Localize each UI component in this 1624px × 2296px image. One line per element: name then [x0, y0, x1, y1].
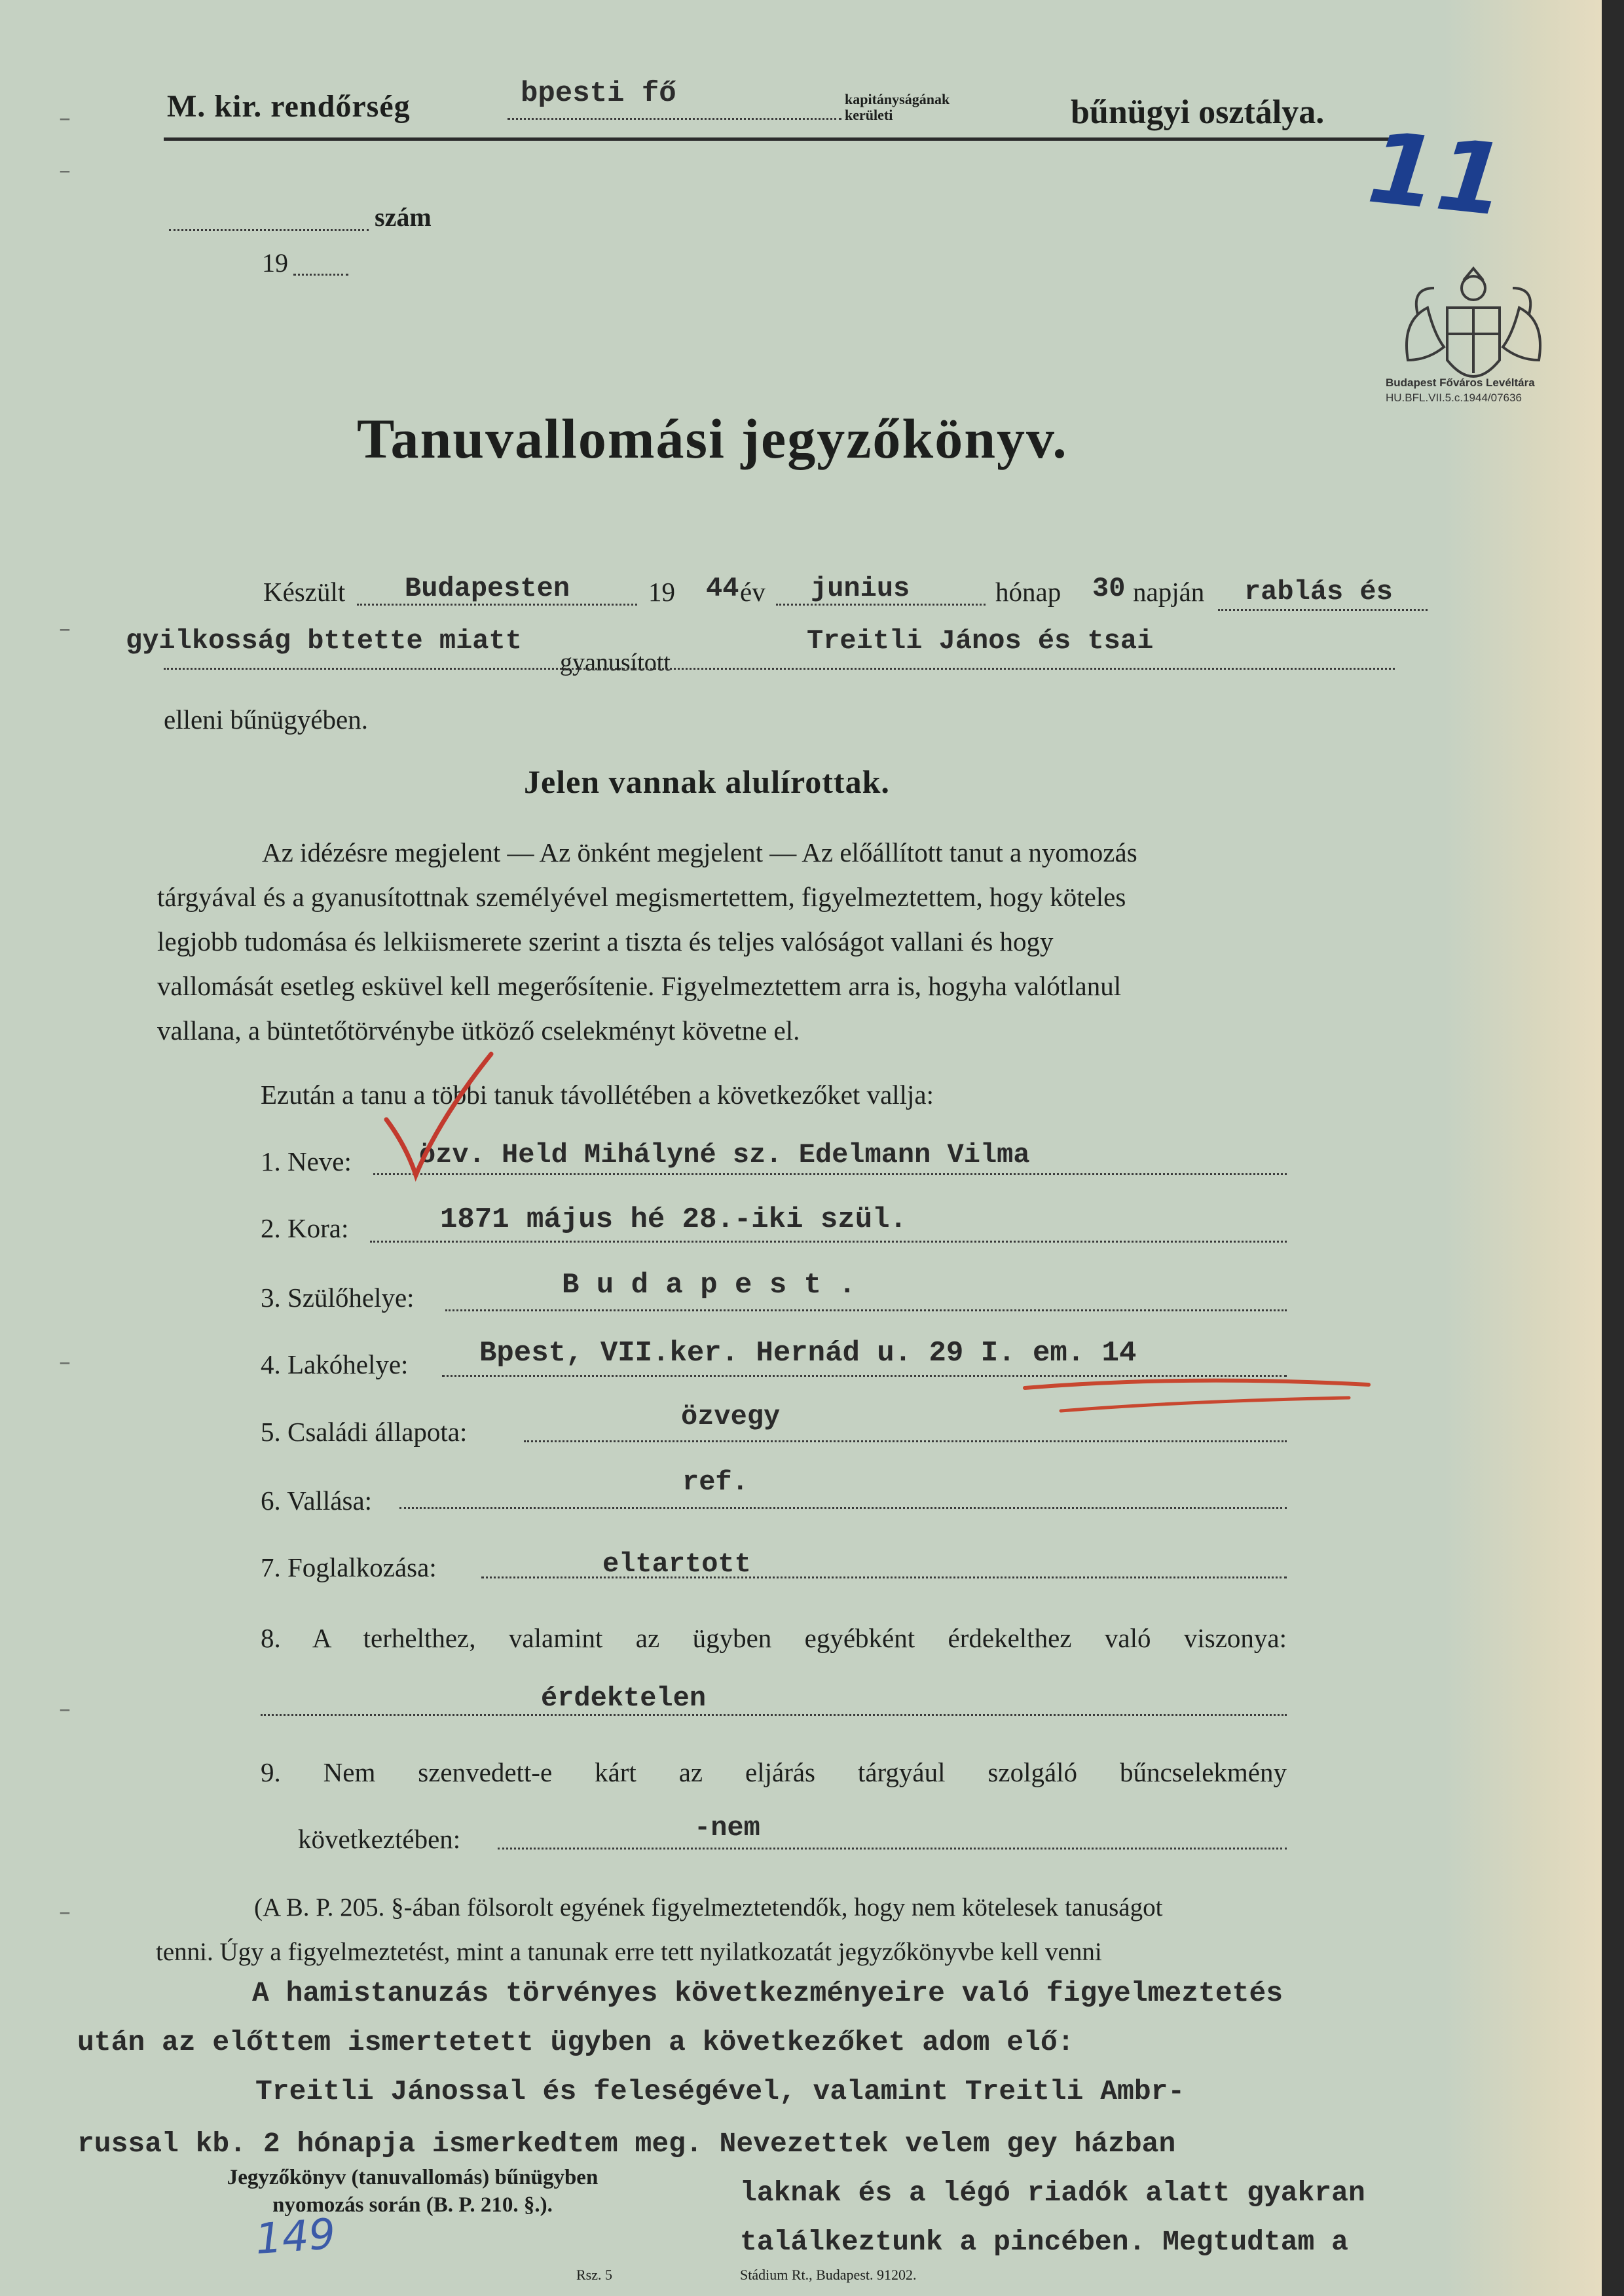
form-footer [151, 2164, 674, 2219]
field-8-label: 8. A terhelthez, valamint az ügyben egyébként érdekelthez való viszonya: [261, 1623, 1287, 1653]
archive-coat-of-arms-icon [1388, 262, 1559, 412]
field-1-label: 1. Neve: [261, 1146, 352, 1176]
field-3-value: B u d a p e s t . [562, 1269, 856, 1302]
field-1-line [373, 1173, 1287, 1175]
statement-line-2: után az előttem ismertetett ügyben a következőket adom elő: [77, 2026, 1075, 2058]
statement-line-3: Treitli Jánossal és feleségével, valamint Treitli Ambr- [255, 2075, 1185, 2107]
instruction-line-5: vallana, a büntetőtörvénybe ütköző cselekményt követne el. [157, 1015, 800, 1046]
header-small-line2: kerületi [845, 107, 893, 123]
header-filled-city: bpesti fő [521, 77, 676, 110]
present-heading: Jelen vannak alulírottak. [524, 763, 890, 800]
crime-part2: gyilkosság bttette miatt [126, 625, 522, 657]
year-label: 19 [262, 248, 288, 278]
keszult-place: Budapesten [405, 573, 570, 604]
instruction-line-2: tárgyával és a gyanusítottnak személyével megismertettem, figyelmeztettem, hogy köteles [157, 882, 1126, 912]
instruction-paragraph [157, 830, 1401, 1053]
handwritten-number-bottom: 149 [253, 2210, 337, 2265]
field-3-label: 3. Szülőhelye: [261, 1283, 415, 1313]
field-2-value: 1871 május hé 28.-iki szül. [440, 1203, 907, 1236]
document-page: M. kir. rendőrség bpesti fő kapitányságának kerületi bűnügyi osztálya. szám 19 11 Budapest Főváros Levéltára HU.BFL.VII.5.c.1944/07636 Tanuvallomási jegyzőkönyv. Készült Budapesten 19 44 év junius hónap 30 napján rablás és gyilkosság bttette miatt gyanusított Treitli János és tsai elleni bűnügyében. Jelen vannak alulírottak. Az idézésre megjelent — Az önként megjelent — Az előállított tanut a nyomozás tárgyával és a gyanusítottnak személyével megismertettem, figyelmeztettem, hogy köteles legjobb tudomása és lelkiismerete szerint a tiszta és teljes valóságot vallani és hogy vallomását esetleg esküvel kell megerősítenie. Figyelmeztettem arra is, hogyha valótlanul vallana, a büntetőtörvénybe ütköző cselekményt követne el. Ezután a tanu a többi tanuk távollétében a következőket vallja: 1. Neve: özv. Held Mihályné sz. Edelmann Vilma 2. Kora: 1871 május hé 28.-iki szül. 3. Szülőhelye: B u d a p e s t . 4. Lakóhelye: Bpest, VII.ker. Hernád u. 29 I. em. 14 5. Családi állapota: özvegy 6. Vallása: ref. 7. Foglalkozása: eltartott 8. A terhelthez, valamint az ügyben egyébként érdekelthez való viszonya: érdektelen 9. Nem szenvedett-e kárt az eljárás tárgyául szolgáló bűncselekmény következtében: -nem (A B. P. 205. §-ában fölsorolt egyének figyelmeztetendők, hogy nem kötelesek tanuságot tenni. Úgy a figyelmeztetést, mint a tanunak erre tett nyilatkozatát jegyzőkönyvbe kell venni A hamistanuzás törvényes következményeire való figyelmeztetés után az előttem ismertetett ügyben a következőket adom elő: Treitli Jánossal és feleségével, valamint Treitli Ambr- russal kb. 2 hónapja ismerkedtem meg. Nevezettek velem gey házban laknak és a légó riadók alatt gyakran találkeztunk a pincében. Megtudtam a Jegyzőkönyv (tanuvallomás) bűnügyben nyomozás során (B. P. 210. §.). Rsz. 5 Stádium Rt., Budapest. 91202. 149 – – – – – – [0, 0, 1602, 2296]
header-small-line1: kapitányságának [845, 91, 950, 107]
ezutan-line: Ezután a tanu a többi tanuk távollétében a következőket vallja: [261, 1080, 934, 1110]
place-dotted-line [357, 604, 637, 606]
statement-line-6: találkeztunk a pincében. Megtudtam a [740, 2226, 1348, 2258]
day-fill: 30 [1092, 573, 1126, 604]
printer-name: Stádium Rt., Budapest. 91202. [740, 2267, 917, 2283]
field-1-value: özv. Held Mihályné sz. Edelmann Vilma [419, 1139, 1030, 1171]
footer-line-1: Jegyzőkönyv (tanuvallomás) bűnügyben [227, 2166, 599, 2189]
red-underline-mark [1022, 1362, 1388, 1421]
field-5-value: özvegy [681, 1401, 781, 1432]
field-9-label-line1: 9. Nem szenvedett-e kárt az eljárás tárgyául szolgáló bűncselekmény [261, 1757, 1287, 1787]
crime-dotted-line [1218, 609, 1428, 611]
police-header-right: bűnügyi osztálya. [1071, 94, 1325, 131]
month-dotted-line [776, 604, 986, 606]
field-4-label: 4. Lakóhelye: [261, 1349, 409, 1379]
header-dotted-line [507, 118, 841, 120]
field-5-line [524, 1440, 1287, 1442]
header-small-text [845, 92, 950, 123]
bp205-line-2: tenni. Úgy a figyelmeztetést, mint a tanunak erre tett nyilatkozatát jegyzőkönyvbe kell venni [156, 1938, 1102, 1966]
field-2-line [370, 1241, 1287, 1243]
napjan-label: napján [1133, 577, 1205, 607]
field-7-value: eltartott [602, 1548, 751, 1580]
statement-line-5: laknak és a légó riadók alatt gyakran [740, 2177, 1365, 2209]
suspect-name: Treitli János és tsai [807, 625, 1154, 657]
elleni-label: elleni bűnügyében. [164, 704, 368, 735]
gyanusitott-label: gyanusított [560, 649, 671, 676]
month-fill: junius [811, 573, 910, 604]
year-dotted-line [293, 274, 348, 276]
szam-dotted-line [169, 229, 369, 231]
page-title: Tanuvallomási jegyzőkönyv. [357, 407, 1068, 470]
statement-line-1: A hamistanuzás törvényes következményeire való figyelmeztetés [252, 1977, 1283, 2009]
instruction-line-1: Az idézésre megjelent — Az önként megjelent — Az előállított tanut a nyomozás [262, 837, 1137, 867]
printer-mark: Rsz. 5 [576, 2267, 612, 2283]
header-rule [164, 137, 1395, 141]
field-6-label: 6. Vallása: [261, 1485, 373, 1516]
honap-label: hónap [995, 577, 1061, 607]
crime-part1: rablás és [1244, 576, 1393, 608]
field-5-label: 5. Családi állapota: [261, 1417, 468, 1447]
field-2-label: 2. Kora: [261, 1213, 349, 1243]
field-7-line [481, 1576, 1287, 1578]
field-7-label: 7. Foglalkozása: [261, 1552, 437, 1582]
field-8-line [261, 1714, 1287, 1716]
keszult-label: Készült [263, 577, 346, 607]
bp205-line-1: (A B. P. 205. §-ában fölsorolt egyének figyelmeztetendők, hogy nem kötelesek tanuságot [254, 1893, 1163, 1922]
footer-line-2: nyomozás során (B. P. 210. §.). [272, 2193, 553, 2217]
instruction-line-4: vallomását esetleg esküvel kell megerősítenie. Figyelmeztettem arra is, hogyha valótlanul [157, 971, 1122, 1001]
year-prefix: 19 [648, 577, 675, 607]
instruction-line-3: legjobb tudomása és lelkiismerete szerint a tiszta és teljes valóságot vallani és hogy [157, 926, 1054, 957]
suspect-dotted-line [164, 668, 1395, 670]
field-9-line [498, 1848, 1287, 1850]
ev-label: év [740, 577, 766, 607]
archive-stamp-line1: Budapest Főváros Levéltára [1386, 376, 1535, 389]
field-3-line [445, 1309, 1287, 1311]
field-6-line [399, 1507, 1287, 1509]
field-4-value: Bpest, VII.ker. Hernád u. 29 I. em. 14 [479, 1337, 1137, 1370]
police-header-left: M. kir. rendőrség [167, 89, 411, 124]
field-6-value: ref. [682, 1467, 748, 1498]
year-fill: 44 [706, 573, 739, 604]
red-check-mark-icon [380, 1048, 498, 1205]
field-9-label-line2: következtében: [298, 1824, 461, 1854]
archive-stamp-line2: HU.BFL.VII.5.c.1944/07636 [1386, 392, 1522, 404]
handwritten-number-top: 11 [1363, 111, 1511, 239]
field-9-value: -nem [694, 1812, 760, 1844]
field-8-value: érdektelen [541, 1683, 707, 1714]
bp205-note [156, 1886, 1387, 1975]
szam-label: szám [375, 202, 432, 232]
statement-line-4: russal kb. 2 hónapja ismerkedtem meg. Nevezettek velem gey házban [77, 2128, 1176, 2160]
